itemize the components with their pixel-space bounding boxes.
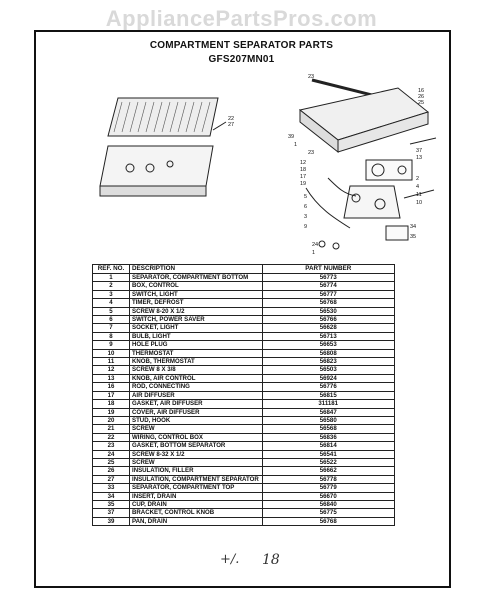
ref-no-cell: 39 bbox=[93, 517, 130, 525]
description-cell: AIR DIFFUSER bbox=[130, 391, 263, 399]
description-cell: INSULATION, FILLER bbox=[130, 467, 263, 475]
table-row bbox=[93, 282, 395, 290]
part-number-cell: 56503 bbox=[262, 366, 395, 374]
ref-no-cell: 34 bbox=[93, 492, 130, 500]
table-row bbox=[93, 307, 395, 315]
callout-10: 10 bbox=[416, 200, 423, 206]
ref-no-cell: 1 bbox=[93, 274, 130, 282]
callout-17: 17 bbox=[300, 174, 307, 180]
description-cell: SCREW 8 X 3/8 bbox=[130, 366, 263, 374]
parts-table bbox=[92, 264, 395, 526]
table-row bbox=[93, 416, 395, 424]
table-row bbox=[93, 316, 395, 324]
description-cell: WIRING, CONTROL BOX bbox=[130, 433, 263, 441]
callout-24: 24 bbox=[312, 242, 319, 248]
table-row bbox=[93, 450, 395, 458]
ref-no-cell: 25 bbox=[93, 458, 130, 466]
ref-no-cell: 19 bbox=[93, 408, 130, 416]
table-row bbox=[93, 324, 395, 332]
part-number-cell: 56766 bbox=[262, 316, 395, 324]
ref-no-cell: 33 bbox=[93, 484, 130, 492]
table-row bbox=[93, 383, 395, 391]
description-cell: SCREW 8-20 X 1/2 bbox=[130, 307, 263, 315]
ref-no-cell: 12 bbox=[93, 366, 130, 374]
exploded-parts-diagram bbox=[38, 68, 448, 258]
callout-37: 37 bbox=[416, 148, 423, 154]
ref-no-cell: 26 bbox=[93, 467, 130, 475]
description-cell: INSERT, DRAIN bbox=[130, 492, 263, 500]
table-row bbox=[93, 408, 395, 416]
table-row bbox=[93, 358, 395, 366]
callout-35: 35 bbox=[410, 234, 417, 240]
ref-no-cell: 3 bbox=[93, 290, 130, 298]
model-number: GFS207MN01 bbox=[208, 54, 275, 65]
description-cell: SWITCH, LIGHT bbox=[130, 290, 263, 298]
table-row bbox=[93, 509, 395, 517]
ref-no-cell: 17 bbox=[93, 391, 130, 399]
callout-1-upper: 1 bbox=[294, 142, 298, 148]
part-number-cell: 56628 bbox=[262, 324, 395, 332]
watermark: AppliancePartsPros.com bbox=[105, 6, 378, 31]
part-number-cell: 56541 bbox=[262, 450, 395, 458]
callout-3: 3 bbox=[304, 214, 308, 220]
part-number-cell: 56823 bbox=[262, 358, 395, 366]
ref-no-cell: 18 bbox=[93, 400, 130, 408]
part-number-cell: 56776 bbox=[262, 383, 395, 391]
description-cell: KNOB, THERMOSTAT bbox=[130, 358, 263, 366]
callout-27: 27 bbox=[228, 122, 235, 128]
part-number-cell: 56522 bbox=[262, 458, 395, 466]
table-row bbox=[93, 274, 395, 282]
callout-9: 9 bbox=[304, 224, 308, 230]
description-cell: ROD, CONNECTING bbox=[130, 383, 263, 391]
table-row bbox=[93, 374, 395, 382]
table-row bbox=[93, 492, 395, 500]
ref-no-cell: 11 bbox=[93, 358, 130, 366]
description-cell: SEPARATOR, COMPARTMENT TOP bbox=[130, 484, 263, 492]
description-cell: SOCKET, LIGHT bbox=[130, 324, 263, 332]
table-row bbox=[93, 391, 395, 399]
parts-table-body bbox=[93, 274, 395, 526]
table-row bbox=[93, 475, 395, 483]
table-row bbox=[93, 458, 395, 466]
ref-no-cell: 27 bbox=[93, 475, 130, 483]
ref-no-cell: 24 bbox=[93, 450, 130, 458]
part-number-cell: 56778 bbox=[262, 475, 395, 483]
part-number-cell: 56836 bbox=[262, 433, 395, 441]
callout-26: 26 bbox=[418, 94, 425, 100]
description-cell: SCREW bbox=[130, 425, 263, 433]
handwritten-mark: +/. bbox=[220, 552, 240, 567]
description-cell: SWITCH, POWER SAVER bbox=[130, 316, 263, 324]
callout-6: 6 bbox=[304, 204, 308, 210]
part-number-cell: 56662 bbox=[262, 467, 395, 475]
callout-16: 16 bbox=[418, 88, 425, 94]
part-number-cell: 56653 bbox=[262, 341, 395, 349]
callout-23: 23 bbox=[308, 150, 315, 156]
callout-2: 2 bbox=[416, 176, 420, 182]
description-cell: PAN, DRAIN bbox=[130, 517, 263, 525]
callout-39: 39 bbox=[288, 134, 295, 140]
header-part-number: PART NUMBER bbox=[262, 265, 395, 274]
callout-18: 18 bbox=[300, 167, 307, 173]
part-number-cell: 56568 bbox=[262, 425, 395, 433]
description-cell: GASKET, BOTTOM SEPARATOR bbox=[130, 442, 263, 450]
callout-22: 22 bbox=[228, 116, 235, 122]
part-number-cell: 56814 bbox=[262, 442, 395, 450]
part-number-cell: 56924 bbox=[262, 374, 395, 382]
ref-no-cell: 2 bbox=[93, 282, 130, 290]
callout-11: 11 bbox=[416, 192, 422, 198]
handwritten-page-number: 18 bbox=[262, 552, 280, 568]
table-row bbox=[93, 433, 395, 441]
ref-no-cell: 16 bbox=[93, 383, 130, 391]
table-row bbox=[93, 290, 395, 298]
description-cell: HOLE PLUG bbox=[130, 341, 263, 349]
part-number-cell: 56815 bbox=[262, 391, 395, 399]
part-number-cell: 56530 bbox=[262, 307, 395, 315]
ref-no-cell: 10 bbox=[93, 349, 130, 357]
ref-no-cell: 5 bbox=[93, 307, 130, 315]
ref-no-cell: 4 bbox=[93, 299, 130, 307]
part-number-cell: 56773 bbox=[262, 274, 395, 282]
table-row bbox=[93, 400, 395, 408]
table-row bbox=[93, 349, 395, 357]
callout-19: 19 bbox=[300, 181, 307, 187]
table-row bbox=[93, 366, 395, 374]
ref-no-cell: 6 bbox=[93, 316, 130, 324]
table-row bbox=[93, 467, 395, 475]
callout-25: 25 bbox=[418, 100, 425, 106]
callout-34: 34 bbox=[410, 224, 417, 230]
description-cell: INSULATION, COMPARTMENT SEPARATOR bbox=[130, 475, 263, 483]
ref-no-cell: 21 bbox=[93, 425, 130, 433]
callout-23-top: 23 bbox=[308, 74, 315, 80]
description-cell: SEPARATOR, COMPARTMENT BOTTOM bbox=[130, 274, 263, 282]
table-row bbox=[93, 442, 395, 450]
ref-no-cell: 7 bbox=[93, 324, 130, 332]
part-number-cell: 56768 bbox=[262, 517, 395, 525]
description-cell: TIMER, DEFROST bbox=[130, 299, 263, 307]
part-number-cell: 56670 bbox=[262, 492, 395, 500]
header-description: DESCRIPTION bbox=[130, 265, 263, 274]
description-cell: STUD, HOOK bbox=[130, 416, 263, 424]
part-number-cell: 56840 bbox=[262, 500, 395, 508]
ref-no-cell: 37 bbox=[93, 509, 130, 517]
callout-1-lower: 1 bbox=[312, 250, 316, 256]
part-number-cell: 56777 bbox=[262, 290, 395, 298]
separator-top-tray-illustration bbox=[100, 98, 226, 196]
ref-no-cell: 20 bbox=[93, 416, 130, 424]
callout-12: 12 bbox=[300, 160, 307, 166]
description-cell: BULB, LIGHT bbox=[130, 332, 263, 340]
table-row bbox=[93, 425, 395, 433]
callout-4: 4 bbox=[416, 184, 420, 190]
description-cell: COVER, AIR DIFFUSER bbox=[130, 408, 263, 416]
ref-no-cell: 8 bbox=[93, 332, 130, 340]
table-row bbox=[93, 500, 395, 508]
description-cell: SCREW bbox=[130, 458, 263, 466]
ref-no-cell: 35 bbox=[93, 500, 130, 508]
ref-no-cell: 13 bbox=[93, 374, 130, 382]
part-number-cell: 56774 bbox=[262, 282, 395, 290]
part-number-cell: 56779 bbox=[262, 484, 395, 492]
ref-no-cell: 22 bbox=[93, 433, 130, 441]
part-number-cell: 56775 bbox=[262, 509, 395, 517]
table-row bbox=[93, 341, 395, 349]
table-row bbox=[93, 517, 395, 525]
description-cell: KNOB, AIR CONTROL bbox=[130, 374, 263, 382]
header-ref-no: REF. NO. bbox=[93, 265, 130, 274]
part-number-cell: 56768 bbox=[262, 299, 395, 307]
part-number-cell: 56847 bbox=[262, 408, 395, 416]
part-number-cell: 56713 bbox=[262, 332, 395, 340]
table-row bbox=[93, 484, 395, 492]
part-number-cell: 56580 bbox=[262, 416, 395, 424]
table-row bbox=[93, 299, 395, 307]
description-cell: BRACKET, CONTROL KNOB bbox=[130, 509, 263, 517]
description-cell: SCREW 8-32 X 1/2 bbox=[130, 450, 263, 458]
part-number-cell: 311181 bbox=[262, 400, 395, 408]
table-row bbox=[93, 332, 395, 340]
callout-13: 13 bbox=[416, 155, 423, 161]
description-cell: THERMOSTAT bbox=[130, 349, 263, 357]
description-cell: CUP, DRAIN bbox=[130, 500, 263, 508]
ref-no-cell: 9 bbox=[93, 341, 130, 349]
page-title: COMPARTMENT SEPARATOR PARTS bbox=[149, 40, 334, 51]
description-cell: GASKET, AIR DIFFUSER bbox=[130, 400, 263, 408]
ref-no-cell: 23 bbox=[93, 442, 130, 450]
callout-5: 5 bbox=[304, 194, 308, 200]
parts-table-header bbox=[93, 265, 395, 274]
description-cell: BOX, CONTROL bbox=[130, 282, 263, 290]
part-number-cell: 56808 bbox=[262, 349, 395, 357]
